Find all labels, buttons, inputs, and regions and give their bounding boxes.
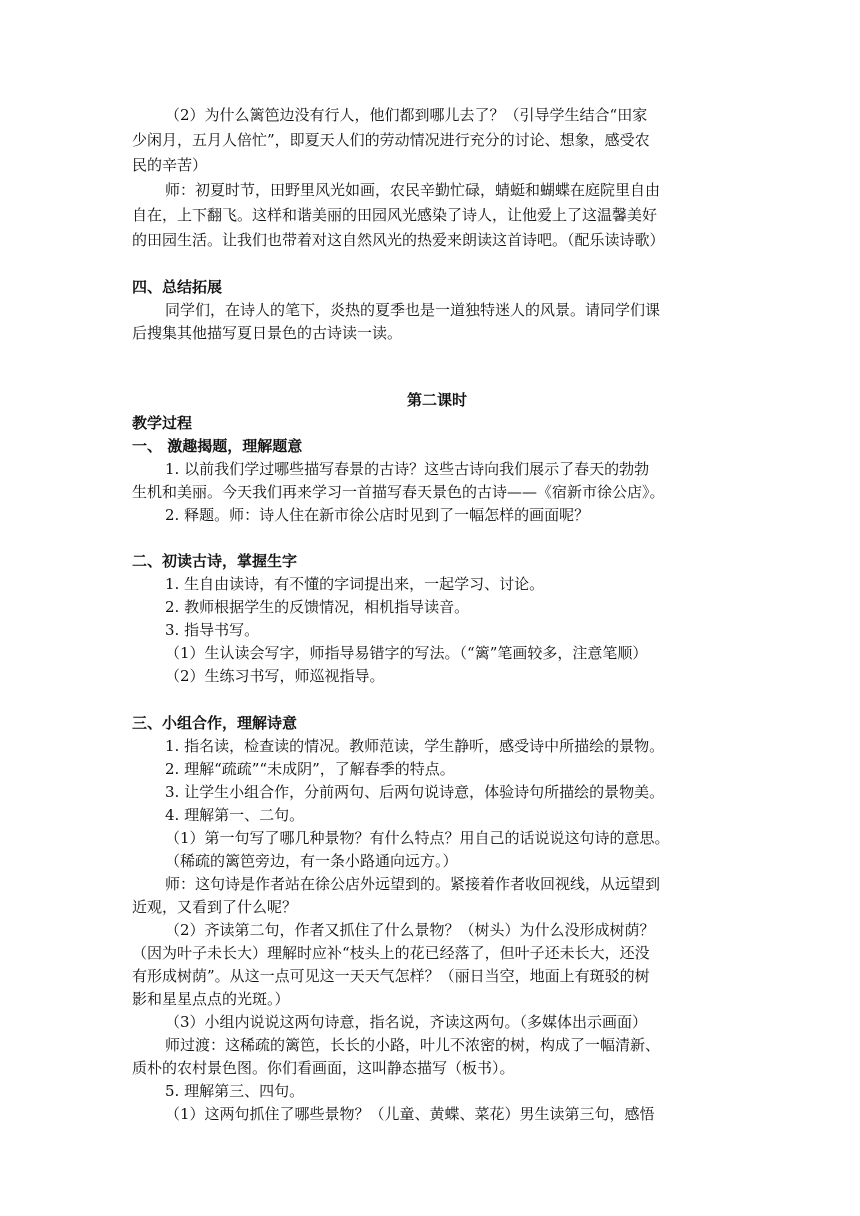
- paragraph-line: （2）生练习书写，师巡视指导。: [165, 667, 385, 685]
- paragraph-line: 民的辛苦）: [132, 156, 208, 174]
- paragraph-line: 1. 以前我们学过哪些描写春景的古诗？这些古诗向我们展示了春天的勃勃: [165, 460, 650, 478]
- lesson-title: 第二课时: [406, 391, 467, 409]
- paragraph-line: （因为叶子未长大）理解时应补“枝头上的花已经落了，但叶子还未长大，还没: [132, 944, 650, 962]
- paragraph-line: 2. 释题。师：诗人住在新市徐公店时见到了一幅怎样的画面呢？: [165, 506, 590, 524]
- paragraph-line: 同学们，在诗人的笔下，炎热的夏季也是一道独特迷人的风景。请同学们课: [165, 301, 661, 319]
- paragraph-line: 3. 让学生小组合作，分前两句、后两句说诗意，体验诗句所描绘的景物美。: [165, 783, 665, 801]
- paragraph-line: （稀疏的篱笆旁边，有一条小路通向远方。）: [165, 852, 458, 870]
- paragraph-line: （2）齐读第二句，作者又抓住了什么景物？（树头）为什么没形成树荫？: [165, 921, 655, 939]
- paragraph-line: 质朴的农村景色图。你们看画面，这叫静态描写（板书）。: [132, 1059, 515, 1077]
- paragraph-line: 少闲月，五月人倍忙”，即夏天人们的劳动情况进行充分的讨论、想象，感受农: [132, 131, 650, 149]
- paragraph-line: （1）第一句写了哪几种景物？有什么特点？用自己的话说说这句诗的意思。: [165, 829, 670, 847]
- paragraph-line: 自在，上下翻飞。这样和谐美丽的田园风光感染了诗人，让他爱上了这温馨美好: [132, 206, 658, 224]
- paragraph-line: 生机和美丽。今天我们再来学习一首描写春天景色的古诗——《宿新市徐公店》。: [132, 483, 665, 501]
- section-heading: 一、 激趣揭题，理解题意: [132, 437, 303, 455]
- paragraph-line: 师：这句诗是作者站在徐公店外远望到的。紧接着作者收回视线，从远望到: [165, 875, 661, 893]
- paragraph-line: 的田园生活。让我们也带着对这自然风光的热爱来朗读这首诗吧。（配乐读诗歌）: [132, 231, 665, 249]
- section-heading: 四、总结拓展: [132, 278, 223, 296]
- section-heading: 教学过程: [132, 414, 193, 432]
- paragraph-line: 1. 生自由读诗，有不懂的字词提出来，一起学习、讨论。: [165, 575, 545, 593]
- paragraph-line: 近观，又看到了什么呢？: [132, 898, 298, 916]
- paragraph-line: 4. 理解第一、二句。: [165, 806, 305, 824]
- section-heading: 二、初读古诗，掌握生字: [132, 552, 298, 570]
- paragraph-line: 2. 理解“疏疏”“未成阴”，了解春季的特点。: [165, 760, 455, 778]
- paragraph-line: 影和星星点点的光斑。）: [132, 990, 290, 1008]
- paragraph-line: （1）这两句抓住了哪些景物？（儿童、黄蝶、菜花）男生读第三句，感悟: [165, 1105, 655, 1123]
- paragraph-line: 2. 教师根据学生的反馈情况，相机指导读音。: [165, 598, 470, 616]
- paragraph-line: 有形成树荫”。从这一点可见这一天天气怎样？（丽日当空，地面上有斑驳的树: [132, 967, 650, 985]
- paragraph-line: 师：初夏时节，田野里风光如画，农民辛勤忙碌，蜻蜓和蝴蝶在庭院里自由: [165, 181, 661, 199]
- paragraph-line: （2）为什么篱笆边没有行人，他们都到哪儿去了？（引导学生结合“田家: [165, 106, 648, 124]
- section-heading: 三、小组合作，理解诗意: [132, 714, 298, 732]
- paragraph-line: 后搜集其他描写夏日景色的古诗读一读。: [132, 324, 403, 342]
- paragraph-line: 3. 指导书写。: [165, 621, 260, 639]
- paragraph-line: （3）小组内说说这两句诗意，指名说，齐读这两句。（多媒体出示画面）: [165, 1013, 648, 1031]
- paragraph-line: 5. 理解第三、四句。: [165, 1082, 305, 1100]
- paragraph-line: 1. 指名读，检查读的情况。教师范读，学生静听，感受诗中所描绘的景物。: [165, 737, 665, 755]
- paragraph-line: （1）生认读会写字，师指导易错字的写法。（“篱”笔画较多，注意笔顺）: [165, 644, 648, 662]
- paragraph-line: 师过渡：这稀疏的篱笆，长长的小路，叶儿不浓密的树，构成了一幅清新、: [165, 1036, 661, 1054]
